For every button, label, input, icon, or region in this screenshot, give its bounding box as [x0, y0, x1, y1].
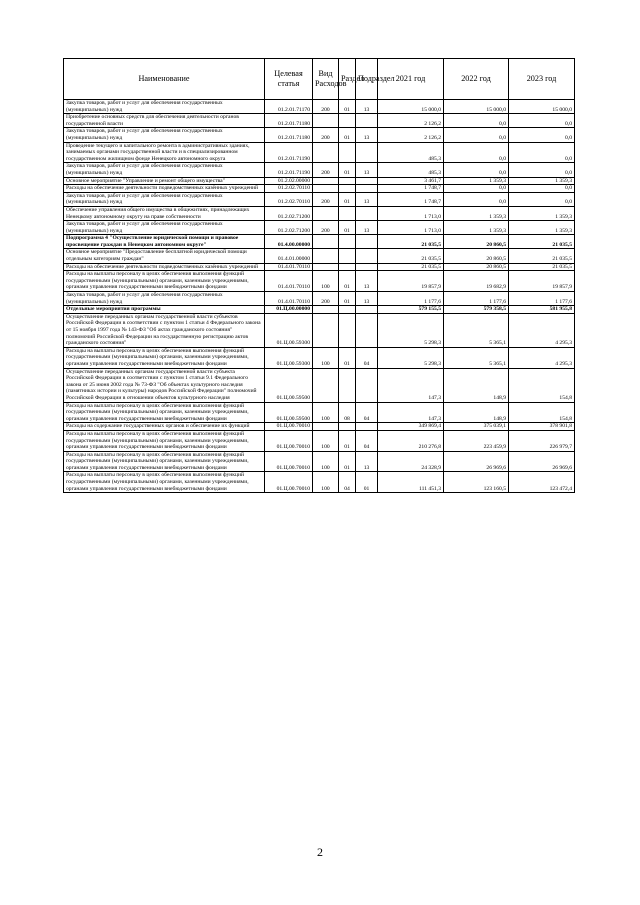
row-type: 200 [313, 163, 339, 177]
table-row [64, 423, 575, 431]
row-section [339, 177, 356, 185]
row-type: 100 [313, 347, 339, 368]
row-2021: 3 461,7 [378, 177, 444, 185]
row-article: 01.4.01.70110 [265, 271, 313, 292]
col-header-type: Вид Расходов [313, 59, 339, 100]
row-2023: 0,0 [509, 192, 575, 206]
row-2021: 19 857,9 [378, 271, 444, 292]
row-section: 01 [339, 271, 356, 292]
row-2021: 1 713,0 [378, 206, 444, 220]
row-2023: 0,0 [509, 185, 575, 193]
row-type [313, 423, 339, 431]
row-name: Закупка товаров, работ и услуг для обеспечения государственных (муниципальных) нужд [64, 292, 265, 306]
row-section [339, 235, 356, 249]
row-subsection: 13 [356, 292, 378, 306]
row-2021: 485,3 [378, 163, 444, 177]
table-row [64, 292, 575, 306]
row-type [313, 249, 339, 263]
row-subsection: 13 [356, 221, 378, 235]
table-row [64, 472, 575, 493]
row-subsection [356, 235, 378, 249]
col-header-2023: 2023 год [509, 59, 575, 100]
row-2021: 210 276,8 [378, 430, 444, 451]
row-subsection: 13 [356, 100, 378, 114]
budget-table-container [63, 58, 574, 493]
row-2021: 5 298,3 [378, 347, 444, 368]
row-2022: 0,0 [444, 163, 509, 177]
row-type: 100 [313, 271, 339, 292]
table-row [64, 177, 575, 185]
row-2021: 349 869,4 [378, 423, 444, 431]
row-type [313, 177, 339, 185]
row-section: 01 [339, 221, 356, 235]
row-2022: 1 359,3 [444, 206, 509, 220]
row-subsection: 01 [356, 472, 378, 493]
table-row [64, 368, 575, 402]
row-2023: 4 295,3 [509, 313, 575, 347]
row-2021: 21 035,5 [378, 263, 444, 271]
table-row [64, 142, 575, 163]
row-subsection [356, 206, 378, 220]
row-name: Расходы на обеспечение деятельности подведомственных казённых учреждений [64, 263, 265, 271]
budget-table [63, 58, 575, 493]
row-article: 01.2.01.71180 [265, 114, 313, 128]
col-header-name: Наименование [64, 59, 265, 100]
row-article: 01.2.01.71190 [265, 142, 313, 163]
row-type: 200 [313, 192, 339, 206]
row-2021: 2 126,2 [378, 128, 444, 142]
row-name: Расходы на содержание государственных органов и обеспечение их функций [64, 423, 265, 431]
row-article: 01.2.02.71200 [265, 206, 313, 220]
row-2022: 0,0 [444, 128, 509, 142]
row-name: Расходы на выплаты персоналу в целях обеспечения выполнения функций государственными (муниципальными) органами, казенными учреждениями, органами управления государственными внебюджетными фондами [64, 347, 265, 368]
row-article: 01.Ц.00.59500 [265, 402, 313, 423]
row-2021: 15 000,0 [378, 100, 444, 114]
row-2021: 111 451,3 [378, 472, 444, 493]
row-section: 01 [339, 451, 356, 472]
col-header-article: Целевая статья [265, 59, 313, 100]
row-2023: 0,0 [509, 114, 575, 128]
row-2022: 1 359,3 [444, 177, 509, 185]
row-name: Закупка товаров, работ и услуг для обеспечения государственных (муниципальных) нужд [64, 221, 265, 235]
row-2021: 147,3 [378, 368, 444, 402]
row-article: 01.4.01.00000 [265, 249, 313, 263]
row-name: Приобретение основных средств для обеспечения деятельности органов государственной власти [64, 114, 265, 128]
row-article: 01.2.01.71180 [265, 128, 313, 142]
table-row [64, 263, 575, 271]
row-type: 200 [313, 100, 339, 114]
row-subsection [356, 306, 378, 314]
row-2022: 375 039,1 [444, 423, 509, 431]
table-row [64, 192, 575, 206]
row-type: 200 [313, 292, 339, 306]
row-type [313, 313, 339, 347]
row-2023: 154,8 [509, 368, 575, 402]
row-section [339, 114, 356, 128]
row-2023: 21 035,5 [509, 249, 575, 263]
row-2023: 19 857,9 [509, 271, 575, 292]
row-subsection [356, 368, 378, 402]
row-name: Расходы на выплаты персоналу в целях обеспечения выполнения функций государственными (муниципальными) органами, казенными учреждениями, органами управления государственными внебюджетными фондами [64, 451, 265, 472]
row-2023: 378 901,8 [509, 423, 575, 431]
page-number: 2 [317, 845, 323, 859]
row-type [313, 235, 339, 249]
row-2023: 4 295,3 [509, 347, 575, 368]
row-section: 01 [339, 292, 356, 306]
row-name: Подпрограмма 4 "Осуществление юридической помощи и правовое просвещение граждан в Ненецком автономном округе" [64, 235, 265, 249]
row-article: 01.2.01.71190 [265, 163, 313, 177]
row-2022: 0,0 [444, 114, 509, 128]
row-name: Проведение текущего и капитального ремонта в административных зданиях, занимаемых органами государственной власти и в специализированном государственном жилищном фонде Ненецкого автономного округа [64, 142, 265, 163]
row-2023: 0,0 [509, 142, 575, 163]
row-article: 01.2.01.71170 [265, 100, 313, 114]
row-2022: 1 359,3 [444, 221, 509, 235]
table-header-row [64, 59, 575, 100]
row-2023: 154,8 [509, 402, 575, 423]
table-row [64, 249, 575, 263]
col-header-2022: 2022 год [444, 59, 509, 100]
row-type: 100 [313, 430, 339, 451]
row-2022: 5 365,1 [444, 347, 509, 368]
table-row [64, 114, 575, 128]
row-name: Расходы на выплаты персоналу в целях обеспечения выполнения функций государственными (муниципальными) органами, казенными учреждениями, органами управления государственными внебюджетными фондами [64, 430, 265, 451]
row-type: 200 [313, 221, 339, 235]
row-type: 100 [313, 451, 339, 472]
row-2023: 0,0 [509, 163, 575, 177]
row-2022: 148,9 [444, 368, 509, 402]
row-2023: 21 035,5 [509, 263, 575, 271]
row-article: 01.Ц.00.59300 [265, 347, 313, 368]
row-2023: 26 969,6 [509, 451, 575, 472]
row-2022: 148,9 [444, 402, 509, 423]
row-name: Закупка товаров, работ и услуг для обеспечения государственных (муниципальных) нужд [64, 192, 265, 206]
row-type [313, 206, 339, 220]
table-row [64, 128, 575, 142]
row-type [313, 142, 339, 163]
row-type [313, 263, 339, 271]
row-subsection [356, 263, 378, 271]
row-article: 01.2.02.70110 [265, 185, 313, 193]
table-row [64, 100, 575, 114]
row-section: 08 [339, 402, 356, 423]
row-article: 01.Ц.00.70010 [265, 430, 313, 451]
row-section [339, 249, 356, 263]
row-2023: 1 177,6 [509, 292, 575, 306]
table-row [64, 163, 575, 177]
row-article: 01.Ц.00.59300 [265, 313, 313, 347]
row-2023: 21 035,5 [509, 235, 575, 249]
row-type [313, 306, 339, 314]
col-header-section: Раздел [339, 59, 356, 100]
row-2021: 5 298,3 [378, 313, 444, 347]
row-name: Основное мероприятие "Предоставление бесплатной юридической помощи отдельным категориям граждан" [64, 249, 265, 263]
row-2022: 20 860,5 [444, 263, 509, 271]
row-article: 01.2.02.71200 [265, 221, 313, 235]
row-2022: 20 860,5 [444, 249, 509, 263]
row-section: 01 [339, 163, 356, 177]
row-2021: 2 126,2 [378, 114, 444, 128]
row-subsection: 13 [356, 192, 378, 206]
row-2021: 1 748,7 [378, 185, 444, 193]
row-article: 01.Ц.00.59500 [265, 368, 313, 402]
row-subsection: 04 [356, 347, 378, 368]
row-subsection [356, 423, 378, 431]
row-2023: 581 955,8 [509, 306, 575, 314]
row-section: 04 [339, 472, 356, 493]
row-2022: 123 160,5 [444, 472, 509, 493]
row-2022: 0,0 [444, 192, 509, 206]
row-section: 01 [339, 347, 356, 368]
row-subsection [356, 114, 378, 128]
row-article: 01.Ц.00.70010 [265, 472, 313, 493]
row-subsection: 13 [356, 451, 378, 472]
row-2021: 21 035,5 [378, 235, 444, 249]
row-section [339, 306, 356, 314]
row-subsection [356, 249, 378, 263]
table-row [64, 402, 575, 423]
table-row [64, 347, 575, 368]
row-2021: 24 328,9 [378, 451, 444, 472]
row-section: 01 [339, 430, 356, 451]
row-2022: 19 682,9 [444, 271, 509, 292]
table-row [64, 206, 575, 220]
row-section [339, 313, 356, 347]
row-2022: 5 365,1 [444, 313, 509, 347]
row-name: Расходы на выплаты персоналу в целях обеспечения выполнения функций государственными (муниципальными) органами, казенными учреждениями, органами управления государственными внебюджетными фондами [64, 472, 265, 493]
row-name: Расходы на выплаты персоналу в целях обеспечения выполнения функций государственными (муниципальными) органами, казенными учреждениями, органами управления государственными внебюджетными фондами [64, 402, 265, 423]
row-2023: 15 000,0 [509, 100, 575, 114]
row-2021: 1 748,7 [378, 192, 444, 206]
table-row [64, 271, 575, 292]
row-2023: 226 979,7 [509, 430, 575, 451]
row-2021: 579 155,5 [378, 306, 444, 314]
row-article: 01.Ц.00.70010 [265, 451, 313, 472]
row-section [339, 368, 356, 402]
row-type [313, 185, 339, 193]
row-article: 01.2.02.70110 [265, 192, 313, 206]
row-name: Закупка товаров, работ и услуг для обеспечения государственных (муниципальных) нужд [64, 100, 265, 114]
col-header-2021: 2021 год [378, 59, 444, 100]
row-section: 01 [339, 100, 356, 114]
row-section [339, 142, 356, 163]
row-type [313, 114, 339, 128]
col-header-subsection: Подраздел [356, 59, 378, 100]
row-2023: 123 472,4 [509, 472, 575, 493]
row-2022: 223 459,9 [444, 430, 509, 451]
row-article: 01.4.01.70110 [265, 263, 313, 271]
row-name: Закупка товаров, работ и услуг для обеспечения государственных (муниципальных) нужд [64, 128, 265, 142]
row-2023: 1 359,3 [509, 206, 575, 220]
row-2022: 1 177,6 [444, 292, 509, 306]
row-name: Расходы на выплаты персоналу в целях обеспечения выполнения функций государственными (муниципальными) органами, казенными учреждениями, органами управления государственными внебюджетными фондами [64, 271, 265, 292]
row-name: Основное мероприятие "Управление и ремонт общего имущества" [64, 177, 265, 185]
row-article: 01.Ц.00.70010 [265, 423, 313, 431]
row-2021: 485,3 [378, 142, 444, 163]
row-name: Обеспечение управления общего имущества в общежитиях, принадлежащих Ненецкому автономному округу на праве собственности [64, 206, 265, 220]
row-subsection: 04 [356, 430, 378, 451]
table-row [64, 313, 575, 347]
row-name: Осуществление переданных органам государственной власти субъекта Российской Федерации в соответствии с пунктом 1 статьи 9.1 Федерального закона от 25 июня 2002 года № 73-ФЗ "Об объектах культурного наследия (памятниках истории и культуры) народов Российской Федерации" полномочий Российской Федерации в отношении объектов культурного наследия [64, 368, 265, 402]
table-row [64, 451, 575, 472]
row-subsection [356, 185, 378, 193]
row-2022: 0,0 [444, 142, 509, 163]
row-2022: 26 969,6 [444, 451, 509, 472]
row-type [313, 368, 339, 402]
row-2021: 1 713,0 [378, 221, 444, 235]
row-2022: 15 000,0 [444, 100, 509, 114]
row-2023: 1 359,3 [509, 221, 575, 235]
row-type: 100 [313, 402, 339, 423]
row-subsection: 13 [356, 163, 378, 177]
row-2023: 0,0 [509, 128, 575, 142]
row-section: 01 [339, 128, 356, 142]
row-type: 100 [313, 472, 339, 493]
row-subsection [356, 313, 378, 347]
row-2023: 1 359,3 [509, 177, 575, 185]
row-section [339, 185, 356, 193]
table-row [64, 306, 575, 314]
row-subsection: 13 [356, 128, 378, 142]
row-article: 01.2.02.00000 [265, 177, 313, 185]
table-row [64, 185, 575, 193]
row-article: 01.Ц.00.00000 [265, 306, 313, 314]
row-section [339, 206, 356, 220]
row-subsection [356, 177, 378, 185]
row-name: Осуществление переданных органам государственной власти субъектов Российской Федерации в соответствии с пунктом 1 статьи 4 Федерального закона от 15 ноября 1997 года № 143-ФЗ "Об актах гражданского состояния" полномочий Российской Федерации на государственную регистрацию актов гражданского состояния" [64, 313, 265, 347]
row-subsection: 04 [356, 402, 378, 423]
row-type: 200 [313, 128, 339, 142]
row-section [339, 263, 356, 271]
row-2022: 20 860,5 [444, 235, 509, 249]
row-2021: 21 035,5 [378, 249, 444, 263]
row-section: 01 [339, 192, 356, 206]
row-name: Закупка товаров, работ и услуг для обеспечения государственных (муниципальных) нужд [64, 163, 265, 177]
row-subsection [356, 142, 378, 163]
row-section [339, 423, 356, 431]
row-article: 01.4.00.00000 [265, 235, 313, 249]
row-name: Отдельные мероприятия программы [64, 306, 265, 314]
table-row [64, 221, 575, 235]
row-article: 01.4.01.70110 [265, 292, 313, 306]
table-row [64, 430, 575, 451]
row-name: Расходы на обеспечение деятельности подведомственных казённых учреждений [64, 185, 265, 193]
row-subsection: 13 [356, 271, 378, 292]
row-2022: 579 358,5 [444, 306, 509, 314]
row-2021: 1 177,6 [378, 292, 444, 306]
row-2021: 147,3 [378, 402, 444, 423]
table-row [64, 235, 575, 249]
row-2022: 0,0 [444, 185, 509, 193]
